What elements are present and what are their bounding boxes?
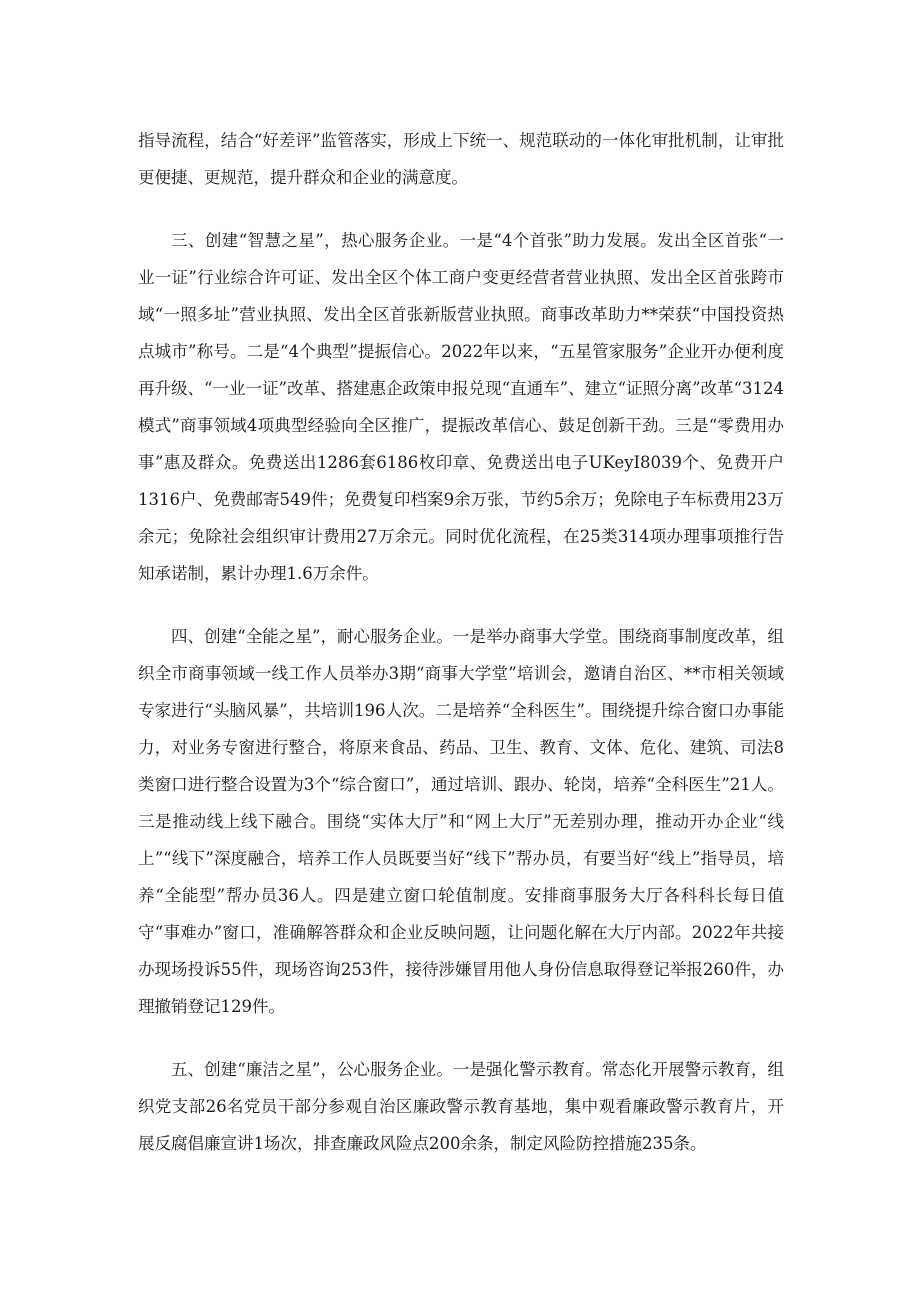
paragraph-approval-mechanism: 指导流程，结合“好差评”监管落实，形成上下统一、规范联动的一体化审批机制，让审批更便捷、更规范，提升群众和企业的满意度。 — [138, 131, 784, 187]
paragraph-all-round-star: 四、创建“全能之星”，耐心服务企业。一是举办商事大学堂。围绕商事制度改革，组织全市商事领域一线工作人员举办3期“商事大学堂”培训会，邀请自治区、**市相关领域专家进行“头脑风暴”，共培训196人次。二是培养“全科医生”。围绕提升综合窗口办事能力，对业务专窗进行整合，将原来食品、药品、卫生、教育、文体、危化、建筑、司法8类窗口进行整合设置为3个“综合窗口”，通过培训、跟办、轮岗，培养“全科医生”21人。三是推动线上线下融合。围绕“实体大厅”和“网上大厅”无差别办理，推动开办企业“线上”“线下”深度融合，培养工作人员既要当好“线下”帮办员，有要当好“线上”指导员，培养“全能型”帮办员36人。四是建立窗口轮值制度。安排商事服务大厅各科科长每日值守“事难办”窗口，准确解答群众和企业反映问题，让问题化解在大厅内部。2022年共接办现场投诉55件，现场咨询253件，接待涉嫌冒用他人身份信息取得登记举报260件，办理撤销登记129件。 — [138, 627, 784, 1016]
paragraph-wisdom-star: 三、创建“智慧之星”，热心服务企业。一是“4个首张”助力发展。发出全区首张“一业一证”行业综合许可证、发出全区个体工商户变更经营者营业执照、发出全区首张跨市域“一照多址”营业执照、发出全区首张新版营业执照。商事改革助力**荣获“中国投资热点城市”称号。二是“4个典型”提振信心。2022年以来，“五星管家服务”企业开办便利度再升级、“一业一证”改革、搭建惠企政策申报兑现“直通车”、建立“证照分离”改革“3124模式”商事领域4项典型经验向全区推广，提振改革信心、鼓足创新干劲。三是“零费用办事”惠及群众。免费送出1286套6186枚印章、免费送出电子UKeyI8039个、免费开户1316户、免费邮寄549件；免费复印档案9余万张，节约5余万；免除电子车标费用23万余元；免除社会组织审计费用27万余元。同时优化流程，在25类314项办理事项推行告知承诺制，累计办理1.6万余件。 — [138, 231, 784, 583]
document-page — [138, 122, 784, 1162]
paragraph-integrity-star: 五、创建“廉洁之星”，公心服务企业。一是强化警示教育。常态化开展警示教育，组织党支部26名党员干部分参观自治区廉政警示教育基地，集中观看廉政警示教育片，开展反腐倡廉宣讲1场次，排查廉政风险点200余条，制定风险防控措施235条。 — [138, 1060, 784, 1153]
